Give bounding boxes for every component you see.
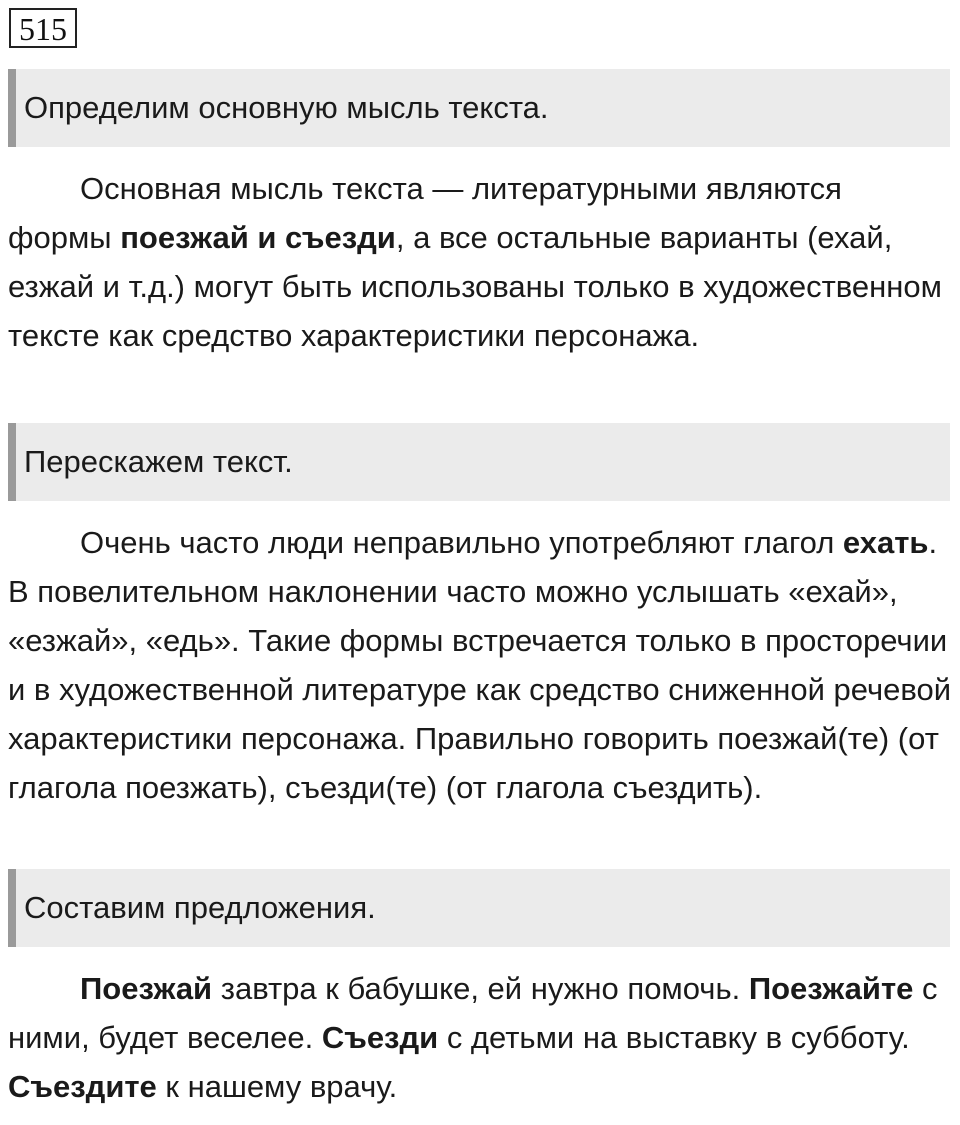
text-run: , а все остальные варианты (ехай, езжай и т.д.) могут быть использованы только в художественном тексте как средство характеристики персонажа.	[8, 220, 942, 353]
section-heading-sentences: Составим предложения.	[8, 869, 950, 947]
text-run: с ними, будет веселее.	[8, 971, 938, 1055]
text-run: . В повелительном наклонении часто можно услышать «ехай», «езжай», «едь». Такие формы встречается только в просторечии и в художественной литературе как средство сниженной речевой характеристики персонажа. Правильно говорить поезжай(те) (от глагола поезжать), съезди(те) (от глагола съездить).	[8, 525, 952, 805]
section-heading-main-idea: Определим основную мысль текста.	[8, 69, 950, 147]
bold-text: Съездите	[8, 1069, 157, 1104]
text-run: с детьми на выставку в субботу.	[438, 1020, 910, 1055]
paragraph-sentences	[8, 964, 954, 1111]
task-number: 515	[9, 8, 77, 48]
bold-text: поезжай и съезди	[120, 220, 396, 255]
bold-text: ехать	[842, 525, 929, 560]
text-run: завтра к бабушке, ей нужно помочь.	[212, 971, 749, 1006]
paragraph-retelling	[8, 518, 954, 812]
text-run: к нашему врачу.	[156, 1069, 398, 1104]
bold-text: Поезжайте	[748, 971, 914, 1006]
section-heading-retelling: Перескажем текст.	[8, 423, 950, 501]
text-run: Основная мысль текста — литературными являются формы	[8, 171, 842, 255]
text-run: Очень часто люди неправильно употребляют глагол	[80, 525, 843, 560]
paragraph-main-idea	[8, 164, 954, 360]
bold-text: Съезди	[321, 1020, 439, 1055]
bold-text: Поезжай	[80, 971, 213, 1006]
